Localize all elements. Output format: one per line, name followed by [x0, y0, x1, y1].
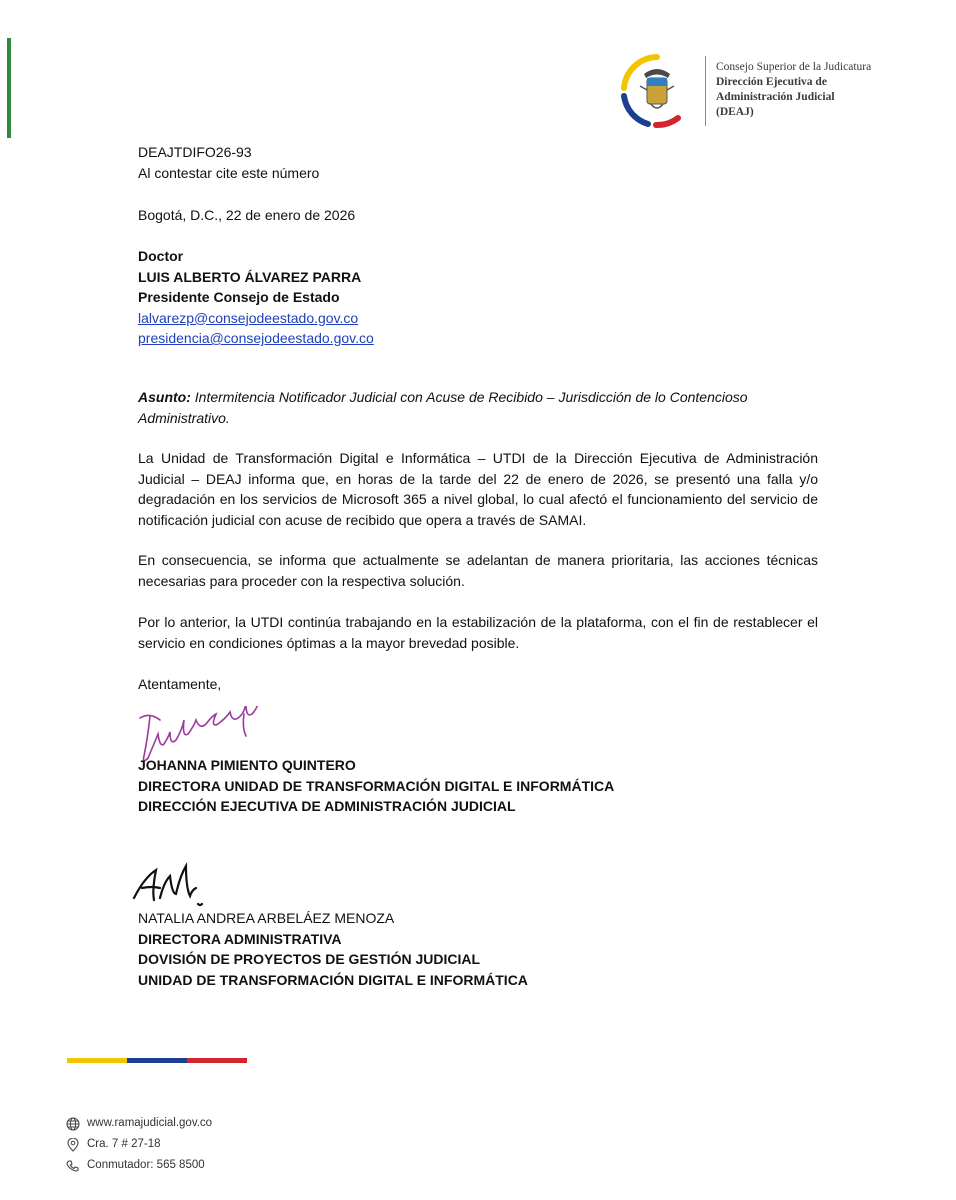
subject-label: Asunto:: [138, 389, 191, 405]
footer-phone: Conmutador: 565 8500: [87, 1159, 205, 1171]
signer-1-title-1: DIRECTORA UNIDAD DE TRANSFORMACIÓN DIGITAL E INFORMÁTICA: [138, 777, 615, 794]
flag-blue-stripe: [127, 1058, 187, 1063]
judicial-seal-logo: [618, 52, 696, 130]
presidency-email-link[interactable]: presidencia@consejodeestado.gov.co: [138, 330, 374, 346]
recipient-salutation: Doctor: [138, 248, 184, 264]
header-line-4: (DEAJ): [716, 106, 754, 118]
subject-text: Intermitencia Notificador Judicial con Acuse de Recibido – Jurisdicción de lo Contencioso Administrativo.: [138, 389, 748, 426]
body-paragraph-3: Por lo anterior, la UTDI continúa trabajando en la estabilización de la plataforma, con el fin de restablecer el servicio en condiciones óptimas a la mayor brevedad posible.: [138, 614, 818, 651]
signer-2-title-2: DOVISIÓN DE PROYECTOS DE GESTIÓN JUDICIAL: [138, 951, 481, 967]
body-paragraph-2: En consecuencia, se informa que actualmente se adelantan de manera prioritaria, las acciones técnicas necesarias para proceder con la respectiva solución.: [138, 552, 818, 589]
flag-red-stripe: [187, 1058, 247, 1063]
subject-line: [138, 387, 818, 428]
flag-yellow-stripe: [67, 1058, 127, 1063]
header-line-2: Dirección Ejecutiva de: [716, 76, 827, 88]
footer-contact: [66, 1113, 212, 1176]
phone-icon: [66, 1159, 80, 1173]
reference-number: DEAJTDIFO26-93: [138, 144, 252, 160]
signer-2-name: NATALIA ANDREA ARBELÁEZ MENOZA: [138, 910, 395, 926]
globe-icon: [66, 1117, 80, 1131]
footer-address: Cra. 7 # 27-18: [87, 1138, 161, 1150]
footer-address-row: [66, 1134, 212, 1155]
header-line-1: Consejo Superior de la Judicatura: [716, 61, 872, 73]
signer-1-title-2: DIRECCIÓN EJECUTIVA DE ADMINISTRACIÓN JUDICIAL: [138, 798, 516, 814]
recipient-block: [138, 246, 374, 349]
place-date: Bogotá, D.C., 22 de enero de 2026: [138, 207, 356, 223]
edge-mark: [7, 38, 11, 138]
header-line-3: Administración Judicial: [716, 91, 835, 103]
signer-2-title-3: UNIDAD DE TRANSFORMACIÓN DIGITAL E INFORMÁTICA: [138, 971, 528, 988]
signer-1-name: JOHANNA PIMIENTO QUINTERO: [138, 757, 356, 773]
handwritten-signature-2: [128, 858, 228, 914]
footer-website-row: [66, 1113, 212, 1134]
recipient-position: Presidente Consejo de Estado: [138, 289, 340, 305]
flag-color-bar: [67, 1058, 247, 1063]
recipient-email-link[interactable]: lalvarezp@consejodeestado.gov.co: [138, 309, 359, 326]
reference-note: Al contestar cite este número: [138, 164, 320, 181]
closing: Atentamente,: [138, 676, 222, 692]
signer-2-block: [138, 908, 528, 990]
footer-phone-row: [66, 1155, 212, 1176]
header-institution: [716, 60, 871, 120]
reference-block: [138, 142, 319, 183]
body-paragraph-1: La Unidad de Transformación Digital e Informática – UTDI de la Dirección Ejecutiva de Administración Judicial – DEAJ informa que, en horas de la tarde del 22 de enero de 2026, se presentó una falla y/o degradación en los servicios de Microsoft 365 a nivel global, lo cual afectó el funcionamiento del servicio de notificación judicial con acuse de recibido que opera a través de SAMAI.: [138, 450, 818, 528]
signer-1-block: [138, 755, 614, 817]
location-pin-icon: [66, 1138, 80, 1152]
header-divider: [705, 56, 706, 126]
signer-2-title-1: DIRECTORA ADMINISTRATIVA: [138, 930, 342, 947]
recipient-name: LUIS ALBERTO ÁLVAREZ PARRA: [138, 268, 362, 285]
footer-website[interactable]: www.ramajudicial.gov.co: [87, 1117, 213, 1129]
